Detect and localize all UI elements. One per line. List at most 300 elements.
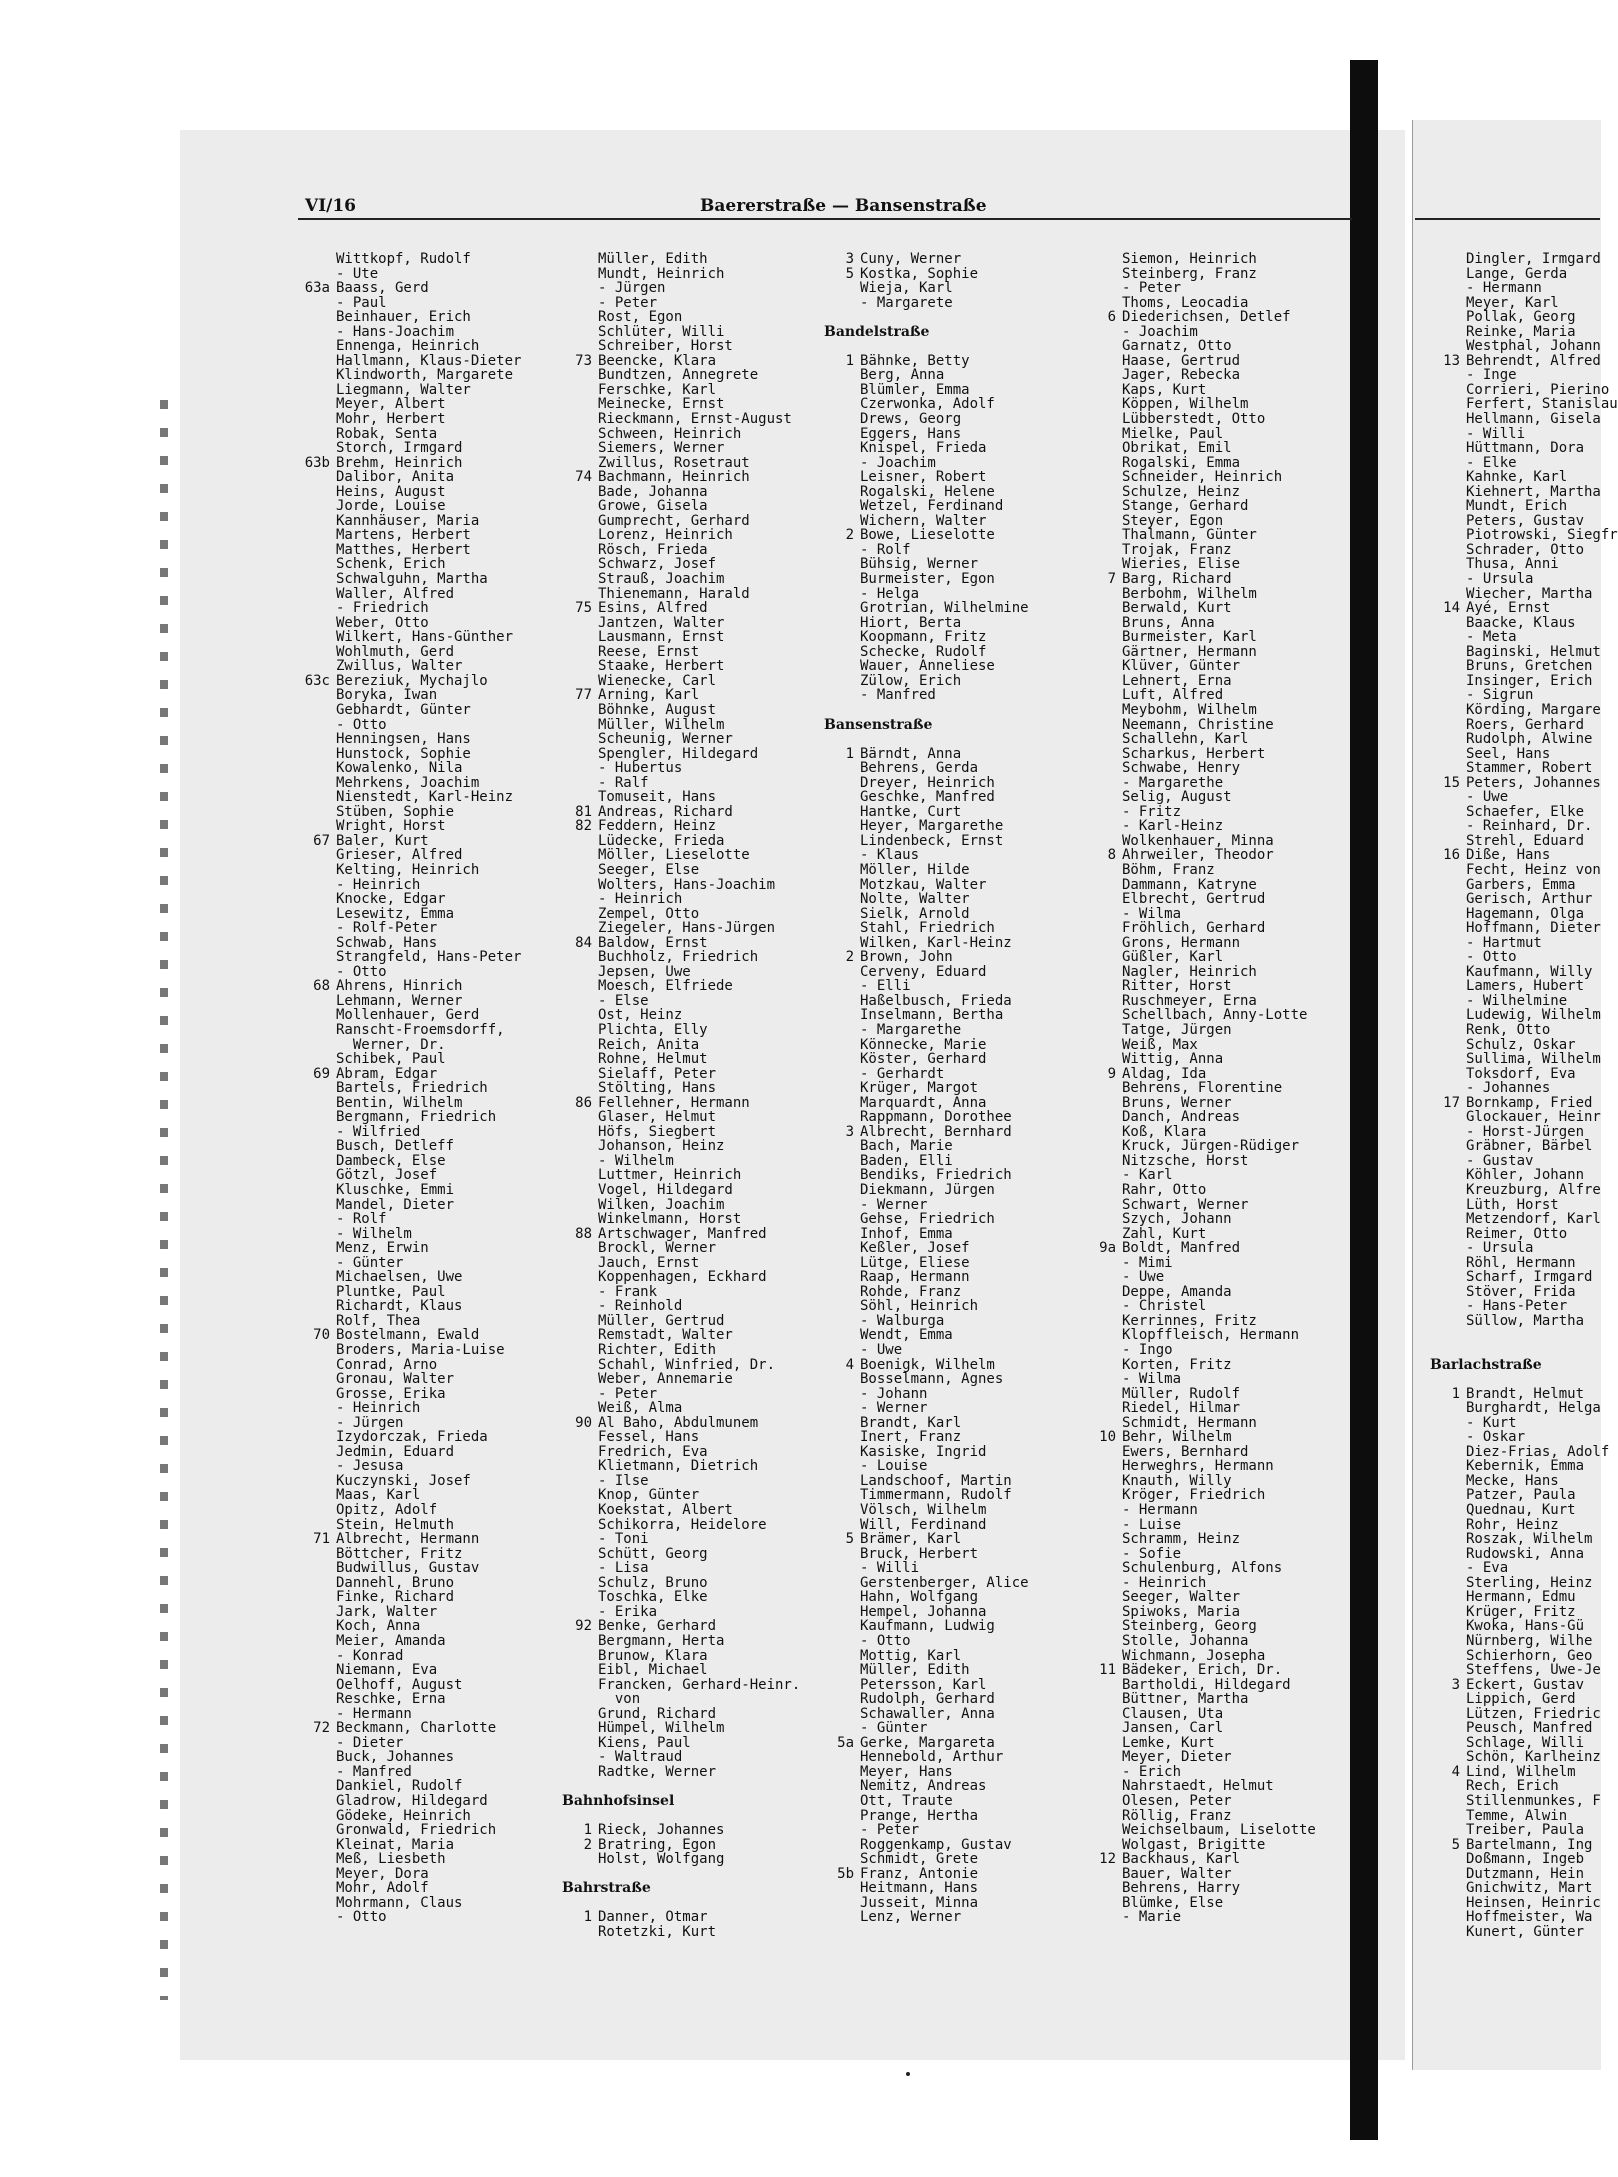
house-number: 1 (845, 352, 854, 369)
house-number: 7 (1107, 571, 1116, 588)
resident-name: Bowe, Lieselotte (860, 527, 995, 544)
resident-entry (300, 368, 521, 383)
resident-name: Burmeister, Karl (1122, 629, 1257, 646)
house-number: 15 (1443, 774, 1460, 791)
resident-name: Nagler, Heinrich (1122, 963, 1257, 980)
resident-name: Wohlmuth, Gerd (336, 643, 455, 660)
resident-entry (300, 1139, 521, 1154)
resident-entry (824, 1881, 1029, 1896)
resident-name: Stolle, Johanna (1122, 1632, 1249, 1649)
resident-name: Nemitz, Andreas (860, 1778, 987, 1795)
resident-entry (1086, 1023, 1316, 1038)
resident-entry (1086, 1750, 1316, 1765)
street-heading: Bansenstraße (824, 716, 933, 733)
resident-name: Bärndt, Anna (860, 745, 962, 762)
resident-entry (300, 950, 521, 965)
resident-entry (824, 1285, 1029, 1300)
resident-name: Meinecke, Ernst (598, 396, 725, 413)
resident-entry (1086, 1503, 1316, 1518)
spacer (1430, 1343, 1618, 1358)
house-number: 12 (1099, 1851, 1116, 1868)
resident-name: Rohde, Franz (860, 1283, 962, 1300)
resident-entry (562, 339, 800, 354)
resident-name: Köster, Gerhard (860, 1051, 987, 1068)
resident-name: Bornkamp, Fried (1466, 1094, 1593, 1111)
resident-name: Treiber, Paula (1466, 1822, 1585, 1839)
resident-entry (300, 848, 521, 863)
resident-name: Brunow, Klara (598, 1647, 708, 1664)
resident-name: - Wilma (1122, 905, 1182, 922)
resident-name: Lausmann, Ernst (598, 629, 725, 646)
resident-name: Mehrkens, Joachim (336, 774, 480, 791)
resident-entry (300, 645, 521, 660)
resident-entry (300, 397, 521, 412)
resident-name: Sielaff, Peter (598, 1065, 717, 1082)
resident-name: Kleinat, Maria (336, 1836, 455, 1853)
resident-name: - Ilse (598, 1472, 649, 1489)
resident-name: Andreas, Richard (598, 803, 733, 820)
resident-name: Luttmer, Heinrich (598, 1167, 742, 1184)
resident-name: Röllig, Franz (1122, 1807, 1232, 1824)
resident-name: Heyer, Margarethe (860, 818, 1004, 835)
resident-name: Stillenmunkes, F (1466, 1792, 1601, 1809)
resident-entry (300, 878, 521, 893)
resident-name: Wieries, Elise (1122, 556, 1241, 573)
resident-entry (1086, 354, 1316, 369)
resident-name: Bühsig, Werner (860, 556, 979, 573)
resident-entry (1086, 1561, 1316, 1576)
resident-name: Brandt, Karl (860, 1414, 962, 1431)
resident-entry (824, 1736, 1029, 1751)
resident-entry (1430, 1096, 1618, 1111)
resident-name: Kahnke, Karl (1466, 469, 1568, 486)
resident-name: Mollenhauer, Gerd (336, 1007, 480, 1024)
resident-name: Inhof, Emma (860, 1225, 953, 1242)
resident-name: Wittkopf, Rudolf (336, 251, 471, 267)
resident-entry (562, 267, 800, 282)
resident-name: Thalmann, Günter (1122, 527, 1257, 544)
resident-entry (562, 630, 800, 645)
resident-entry (824, 1896, 1029, 1911)
resident-name: Siemon, Heinrich (1122, 251, 1257, 267)
resident-name: Ritter, Horst (1122, 978, 1232, 995)
resident-entry (1086, 427, 1316, 442)
resident-name: Boenigk, Wilhelm (860, 1356, 995, 1373)
resident-entry (824, 1561, 1029, 1576)
resident-name: Bade, Johanna (598, 483, 708, 500)
resident-name: - Dieter (336, 1734, 404, 1751)
resident-entry (562, 790, 800, 805)
resident-name: - Rolf (860, 541, 911, 558)
resident-name: Götzl, Josef (336, 1167, 438, 1184)
resident-entry (562, 499, 800, 514)
resident-entry (562, 776, 800, 791)
resident-entry (300, 1372, 521, 1387)
resident-entry (562, 1358, 800, 1373)
resident-name: Boryka, Iwan (336, 687, 438, 704)
resident-name: Reimer, Otto (1466, 1225, 1568, 1242)
resident-name: Schwab, Hans (336, 934, 438, 951)
resident-entry (824, 1910, 1029, 1925)
resident-entry (824, 1198, 1029, 1213)
resident-entry (1086, 1241, 1316, 1256)
resident-name: Fredrich, Eva (598, 1443, 708, 1460)
resident-entry (562, 747, 800, 762)
resident-entry (1430, 412, 1618, 427)
resident-entry (824, 921, 1029, 936)
resident-entry (562, 1459, 800, 1474)
resident-name: Meyer, Hans (860, 1763, 953, 1780)
resident-name: Thusa, Anni (1466, 556, 1559, 573)
resident-name: Plichta, Elly (598, 1021, 708, 1038)
resident-name: Barg, Richard (1122, 571, 1232, 588)
resident-name: - Otto (336, 716, 387, 733)
resident-entry (1086, 1663, 1316, 1678)
resident-name: Strehl, Eduard (1466, 832, 1585, 849)
resident-entry (562, 1139, 800, 1154)
resident-entry (300, 1809, 521, 1824)
resident-entry (1086, 790, 1316, 805)
resident-name: - Christel (1122, 1298, 1207, 1315)
resident-name: Liegmann, Walter (336, 381, 471, 398)
resident-entry (824, 1314, 1029, 1329)
resident-entry (562, 1430, 800, 1445)
resident-name: Ahrweiler, Theodor (1122, 847, 1274, 864)
resident-entry (1086, 1910, 1316, 1925)
resident-entry (824, 1008, 1029, 1023)
resident-name: Schramm, Heinz (1122, 1531, 1241, 1548)
resident-entry (824, 907, 1029, 922)
resident-name: Kaufmann, Ludwig (860, 1618, 995, 1635)
resident-entry (1430, 1416, 1618, 1431)
resident-entry (824, 790, 1029, 805)
resident-name: Tomuseit, Hans (598, 789, 717, 806)
resident-name: Scharf, Irmgard (1466, 1269, 1593, 1286)
resident-name: Finke, Richard (336, 1589, 455, 1606)
resident-name: Eggers, Hans (860, 425, 962, 442)
resident-entry (1430, 325, 1618, 340)
resident-entry (1430, 965, 1618, 980)
house-number: 63a (304, 280, 330, 297)
resident-name: Beencke, Klara (598, 352, 717, 369)
resident-entry (562, 252, 800, 267)
resident-entry (1086, 1881, 1316, 1896)
resident-entry (300, 587, 521, 602)
resident-entry (562, 1692, 800, 1707)
resident-entry (300, 1707, 521, 1722)
resident-entry (1086, 1387, 1316, 1402)
resident-entry (300, 1125, 521, 1140)
resident-name: Will, Ferdinand (860, 1516, 987, 1533)
resident-entry (824, 1125, 1029, 1140)
resident-name: Schawaller, Anna (860, 1705, 995, 1722)
resident-name: Bauer, Walter (1122, 1865, 1232, 1882)
resident-name: Seel, Hans (1466, 745, 1551, 762)
resident-name: Fellehner, Hermann (598, 1094, 750, 1111)
resident-entry (824, 1823, 1029, 1838)
resident-entry (824, 543, 1029, 558)
resident-name: Garnatz, Otto (1122, 338, 1232, 355)
header-rule-right (1415, 218, 1600, 220)
resident-entry (300, 1067, 521, 1082)
resident-entry (824, 1038, 1029, 1053)
resident-name: - Ralf (598, 774, 649, 791)
resident-entry (1086, 1576, 1316, 1591)
resident-entry (1430, 1692, 1618, 1707)
resident-name: Böhm, Franz (1122, 861, 1215, 878)
resident-name: Zwillus, Walter (336, 658, 463, 675)
resident-name: Petersson, Karl (860, 1676, 987, 1693)
resident-name: Hennebold, Arthur (860, 1749, 1004, 1766)
resident-entry (1086, 907, 1316, 922)
resident-name: Wichern, Walter (860, 512, 987, 529)
resident-name: Meß, Liesbeth (336, 1851, 446, 1868)
resident-entry (1430, 354, 1618, 369)
resident-name: Trojak, Franz (1122, 541, 1232, 558)
resident-entry (300, 834, 521, 849)
resident-name: Koß, Klara (1122, 1123, 1207, 1140)
resident-name: Behrens, Florentine (1122, 1080, 1283, 1097)
resident-name: Schulenburg, Alfons (1122, 1560, 1283, 1577)
resident-entry (300, 688, 521, 703)
resident-name: Wilkert, Hans-Günther (336, 629, 514, 646)
resident-name: - Rolf (336, 1211, 387, 1228)
resident-entry (1086, 1125, 1316, 1140)
resident-name: Berg, Anna (860, 367, 945, 384)
resident-entry (1430, 848, 1618, 863)
resident-entry (562, 1750, 800, 1765)
resident-name: Lehmann, Werner (336, 992, 463, 1009)
resident-entry (1430, 1008, 1618, 1023)
resident-entry (300, 1663, 521, 1678)
resident-name: - Peter (598, 294, 658, 311)
resident-name: Radtke, Werner (598, 1763, 717, 1780)
resident-entry (824, 1358, 1029, 1373)
resident-entry (300, 1474, 521, 1489)
resident-name: Dutzmann, Hein (1466, 1865, 1585, 1882)
resident-entry (562, 1619, 800, 1634)
resident-name: Hunstock, Sophie (336, 745, 471, 762)
resident-name: Wauer, Anneliese (860, 658, 995, 675)
resident-entry (1430, 790, 1618, 805)
resident-name: Storch, Irmgard (336, 440, 463, 457)
resident-entry (1086, 776, 1316, 791)
resident-name: Grons, Hermann (1122, 934, 1241, 951)
resident-name: Albrecht, Hermann (336, 1531, 480, 1548)
resident-name: Ranscht-Froemsdorff, (336, 1021, 505, 1038)
resident-entry (824, 1692, 1029, 1707)
house-number: 63b (304, 454, 330, 471)
resident-entry (562, 892, 800, 907)
resident-name: Deppe, Amanda (1122, 1283, 1232, 1300)
resident-entry (1086, 441, 1316, 456)
resident-name: Dankiel, Rudolf (336, 1778, 463, 1795)
resident-name: Peusch, Manfred (1466, 1720, 1593, 1737)
resident-entry (562, 1838, 800, 1853)
resident-name: Höfs, Siegbert (598, 1123, 717, 1140)
resident-name: Lütge, Eliese (860, 1254, 970, 1271)
resident-entry (1430, 732, 1618, 747)
resident-entry (824, 892, 1029, 907)
resident-name: Rieckmann, Ernst-August (598, 411, 792, 428)
resident-entry (1086, 1285, 1316, 1300)
resident-entry (300, 630, 521, 645)
house-number: 1 (583, 1909, 592, 1926)
resident-name: Süllow, Martha (1466, 1312, 1585, 1329)
resident-entry (1430, 427, 1618, 442)
resident-entry (1086, 1838, 1316, 1853)
resident-name: Henningsen, Hans (336, 731, 471, 748)
house-number: 5 (1451, 1836, 1460, 1853)
resident-entry (1430, 1852, 1618, 1867)
house-number: 74 (575, 469, 592, 486)
resident-entry (562, 1270, 800, 1285)
resident-entry (562, 1387, 800, 1402)
resident-name: - Joachim (860, 454, 936, 471)
resident-entry (824, 528, 1029, 543)
resident-entry (300, 310, 521, 325)
resident-name: Doßmann, Ingeb (1466, 1851, 1585, 1868)
resident-name: Bähnke, Betty (860, 352, 970, 369)
resident-name: Inert, Franz (860, 1429, 962, 1446)
resident-entry (300, 456, 521, 471)
resident-entry (824, 1052, 1029, 1067)
resident-name: Lippich, Gerd (1466, 1691, 1576, 1708)
resident-entry (300, 1750, 521, 1765)
resident-name: Könnecke, Marie (860, 1036, 987, 1053)
resident-name: Marquardt, Anna (860, 1094, 987, 1111)
resident-entry (1430, 1634, 1618, 1649)
resident-entry (1086, 1474, 1316, 1489)
resident-entry (300, 1052, 521, 1067)
resident-name: Ott, Traute (860, 1792, 953, 1809)
resident-name: Schmidt, Hermann (1122, 1414, 1257, 1431)
resident-entry (1086, 1852, 1316, 1867)
resident-entry (562, 1401, 800, 1416)
resident-entry (1430, 979, 1618, 994)
resident-entry (300, 528, 521, 543)
resident-name: - Sofie (1122, 1545, 1182, 1562)
resident-name: Lehnert, Erna (1122, 672, 1232, 689)
resident-name: Siemers, Werner (598, 440, 725, 457)
spacer (824, 339, 1029, 354)
resident-entry (300, 1343, 521, 1358)
resident-entry (1086, 834, 1316, 849)
resident-entry (1430, 441, 1618, 456)
resident-name: Buck, Johannes (336, 1749, 455, 1766)
resident-name: Maas, Karl (336, 1487, 421, 1504)
resident-entry (1430, 834, 1618, 849)
resident-name: - Jesusa (336, 1458, 404, 1475)
resident-name: Bachmann, Heinrich (598, 469, 750, 486)
resident-name: Thienemann, Harald (598, 585, 750, 602)
resident-name: Kwoka, Hans-Gü (1466, 1618, 1585, 1635)
resident-entry (1430, 616, 1618, 631)
resident-name: - Mimi (1122, 1254, 1173, 1271)
resident-entry (300, 805, 521, 820)
resident-entry (1086, 965, 1316, 980)
resident-entry (562, 1823, 800, 1838)
resident-entry (300, 747, 521, 762)
resident-entry (824, 747, 1029, 762)
resident-entry (1430, 1794, 1618, 1809)
resident-name: - Werner (860, 1196, 928, 1213)
directory-column-5 (1430, 252, 1618, 1939)
resident-name: Brehm, Heinrich (336, 454, 463, 471)
resident-entry (300, 1314, 521, 1329)
resident-entry (300, 1765, 521, 1780)
resident-name: Mundt, Heinrich (598, 265, 725, 282)
resident-entry (1086, 412, 1316, 427)
resident-name: Rolf, Thea (336, 1312, 421, 1329)
resident-entry (300, 1445, 521, 1460)
resident-name: Stölting, Hans (598, 1080, 717, 1097)
resident-entry (1086, 1590, 1316, 1605)
house-number: 86 (575, 1094, 592, 1111)
resident-name: Berwald, Kurt (1122, 600, 1232, 617)
resident-name: Benke, Gerhard (598, 1618, 717, 1635)
resident-entry (300, 1721, 521, 1736)
resident-entry (1086, 1488, 1316, 1503)
resident-name: Schikorra, Heidelore (598, 1516, 767, 1533)
resident-name: Weiß, Max (1122, 1036, 1198, 1053)
resident-name: Böttcher, Fritz (336, 1545, 463, 1562)
resident-entry (1086, 1110, 1316, 1125)
resident-name: Hümpel, Wilhelm (598, 1720, 725, 1737)
resident-name: Strauß, Joachim (598, 571, 725, 588)
resident-name: - Paul (336, 294, 387, 311)
resident-name: Matthes, Herbert (336, 541, 471, 558)
resident-name: Gärtner, Hermann (1122, 643, 1257, 660)
resident-name: Rohr, Heinz (1466, 1516, 1559, 1533)
resident-entry (1086, 1139, 1316, 1154)
resident-entry (300, 1008, 521, 1023)
resident-name: Weber, Annemarie (598, 1371, 733, 1388)
resident-name: - Gustav (1466, 1152, 1534, 1169)
resident-entry (1430, 1139, 1618, 1154)
resident-entry (300, 1168, 521, 1183)
resident-name: Kiehnert, Martha (1466, 483, 1601, 500)
resident-name: - Inge (1466, 367, 1517, 384)
resident-name: Hoffmeister, Wa (1466, 1909, 1593, 1926)
resident-name: Lübberstedt, Otto (1122, 411, 1266, 428)
resident-name: Beckmann, Charlotte (336, 1720, 497, 1737)
resident-name: Brown, John (860, 949, 953, 966)
resident-entry (562, 1590, 800, 1605)
resident-name: Sielk, Arnold (860, 905, 970, 922)
resident-name: - Reinhold (598, 1298, 683, 1315)
resident-entry (300, 427, 521, 442)
resident-entry (562, 1299, 800, 1314)
resident-name: Glockauer, Heinr (1466, 1109, 1601, 1126)
resident-entry (562, 979, 800, 994)
resident-entry (824, 1721, 1029, 1736)
resident-name: Schön, Karlheinz (1466, 1749, 1601, 1766)
house-number: 11 (1099, 1662, 1116, 1679)
resident-entry (1430, 878, 1618, 893)
resident-entry (1086, 1154, 1316, 1169)
resident-name: Jark, Walter (336, 1603, 438, 1620)
resident-entry (1430, 892, 1618, 907)
resident-entry (824, 514, 1029, 529)
resident-name: Mielke, Paul (1122, 425, 1224, 442)
resident-name: Lüdecke, Frieda (598, 832, 725, 849)
resident-name: - Ursula (1466, 571, 1534, 588)
resident-name: Mottig, Karl (860, 1647, 962, 1664)
resident-name: Stein, Helmuth (336, 1516, 455, 1533)
resident-entry (1430, 1299, 1618, 1314)
resident-entry (300, 674, 521, 689)
